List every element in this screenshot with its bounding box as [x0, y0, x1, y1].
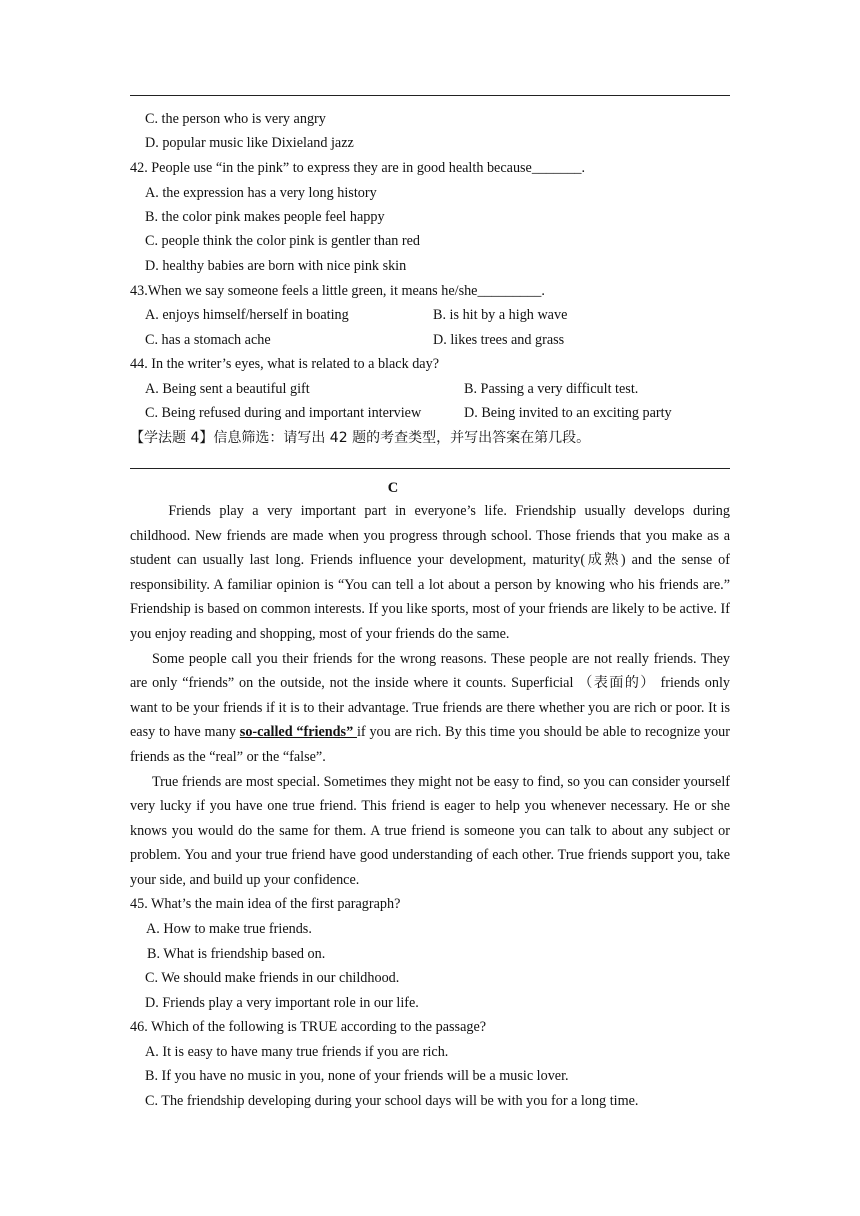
- paragraph-3: True friends are most special. Sometimes they might not be easy to find, so you can consider yourself very lucky if you have one true friend. This friend is eager to help you whenever necessary. He or she knows you would do the same for them. A true friend is someone you can talk to about any subject or problem. You and your true friend have good understanding of each other. True friends support you, take your side, and build up your confidence.: [130, 773, 730, 888]
- q43-option-c: C. has a stomach ache: [145, 332, 271, 348]
- q42-option-c: C. people think the color pink is gentler than red: [145, 233, 421, 249]
- q41-option-d: D. popular music like Dixieland jazz: [145, 135, 354, 151]
- q46-option-a: A. It is easy to have many true friends if you are rich.: [145, 1044, 449, 1060]
- q43-option-b: B. is hit by a high wave: [433, 307, 568, 323]
- q44-option-a: A. Being sent a beautiful gift: [145, 381, 310, 397]
- top-rule: [130, 95, 730, 96]
- q44-option-c: C. Being refused during and important interview: [145, 405, 422, 421]
- study-tip: 【学法题 4】信息筛选：请写出 42 题的考查类型，并写出答案在第几段。: [130, 430, 591, 446]
- so-called-friends-emphasis: so-called “friends”: [239, 724, 357, 741]
- q43-stem: 43.When we say someone feels a little green, it means he/she_________.: [130, 283, 545, 299]
- paragraph-2-text-a: Some people call you their friends for the wrong reasons. These people are not really friends. They are only “friends” on the outside, not the inside where it counts. Superficial （表面的） friends only want to be your friends if it is to their advantage. True friends are there whether you are rich or poor. It is easy to have many: [130, 650, 730, 741]
- q45-option-b: B. What is friendship based on.: [147, 946, 326, 962]
- paragraph-2-text-b: if you are rich. By this time you should be able to recognize your friends as the “real” or the “false”.: [130, 724, 730, 765]
- q41-option-c: C. the person who is very angry: [145, 111, 326, 127]
- q45-option-a: A. How to make true friends.: [146, 921, 312, 937]
- q42-option-b: B. the color pink makes people feel happy: [145, 209, 385, 225]
- paragraph-2: [130, 647, 730, 770]
- q44-option-d: D. Being invited to an exciting party: [464, 405, 672, 421]
- section-rule: [130, 468, 730, 469]
- passage-label: C: [387, 480, 399, 496]
- q46-option-b: B. If you have no music in you, none of your friends will be a music lover.: [145, 1068, 569, 1084]
- q44-stem: 44. In the writer’s eyes, what is related to a black day?: [130, 356, 439, 372]
- q43-option-d: D. likes trees and grass: [433, 332, 565, 348]
- passage-body: [130, 499, 730, 893]
- q43-option-a: A. enjoys himself/herself in boating: [145, 307, 349, 323]
- q46-option-c: C. The friendship developing during your school days will be with you for a long time.: [145, 1093, 639, 1109]
- q42-option-a: A. the expression has a very long history: [145, 185, 377, 201]
- q44-option-b: B. Passing a very difficult test.: [464, 381, 639, 397]
- paragraph-1: Friends play a very important part in everyone’s life. Friendship usually develops during childhood. New friends are made when you progress through school. Those friends that you make as a student can usually last long. Friends influence your development, maturity(成熟) and the sense of responsibility. A familiar opinion is “You can tell a lot about a person by knowing who his friends are.” Friendship is based on common interests. If you like sports, most of your friends are likely to be active. If you enjoy reading and shopping, most of your friends do the same.: [130, 503, 730, 642]
- q42-stem: 42. People use “in the pink” to express they are in good health because_______.: [130, 160, 586, 176]
- q42-option-d: D. healthy babies are born with nice pink skin: [145, 258, 407, 274]
- q45-stem: 45. What’s the main idea of the first paragraph?: [130, 896, 401, 912]
- q45-option-c: C. We should make friends in our childhood.: [145, 970, 400, 986]
- q45-option-d: D. Friends play a very important role in our life.: [145, 995, 419, 1011]
- q46-stem: 46. Which of the following is TRUE according to the passage?: [130, 1019, 487, 1035]
